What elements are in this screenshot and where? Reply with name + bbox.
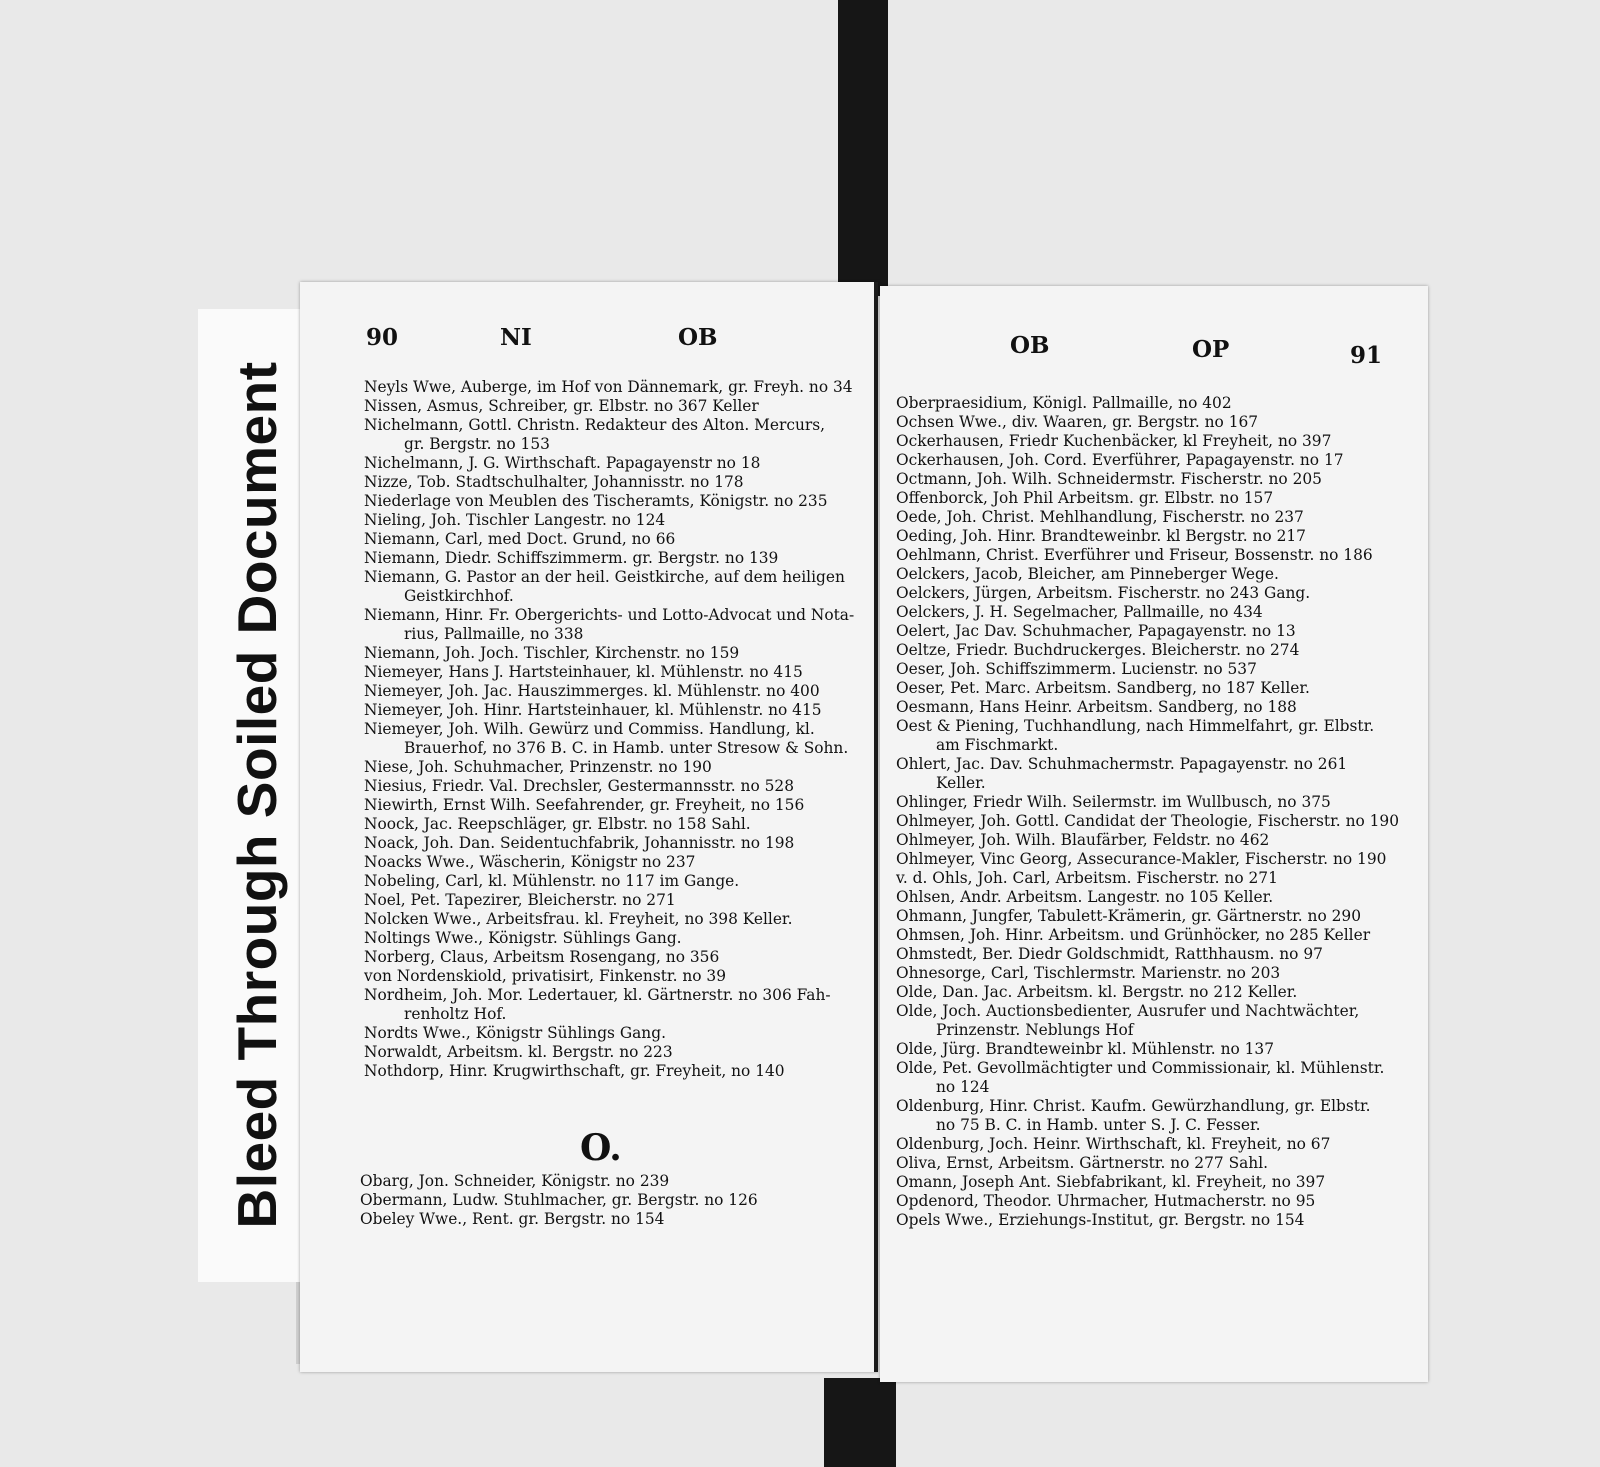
- right-header-center: OP: [1192, 336, 1230, 363]
- directory-entry: Niemeyer, Joh. Jac. Hauszimmerges. kl. Mühlenstr. no 400: [364, 682, 820, 700]
- directory-entry: Prinzenstr. Neblungs Hof: [936, 1021, 1134, 1039]
- directory-entry: Niesius, Friedr. Val. Drechsler, Gestermannsstr. no 528: [364, 777, 795, 795]
- directory-entry: Oelckers, Jürgen, Arbeitsm. Fischerstr. no 243 Gang.: [896, 584, 1311, 602]
- left-header-center: NI: [500, 324, 532, 351]
- directory-entry: Oldenburg, Hinr. Christ. Kaufm. Gewürzhandlung, gr. Elbstr.: [896, 1097, 1371, 1115]
- directory-entry: Olde, Jürg. Brandteweinbr kl. Mühlenstr. no 137: [896, 1040, 1275, 1058]
- directory-entry: Obeley Wwe., Rent. gr. Bergstr. no 154: [360, 1210, 665, 1228]
- directory-entry: Niewirth, Ernst Wilh. Seefahrender, gr. Freyheit, no 156: [364, 796, 805, 814]
- directory-entry: Olde, Joch. Auctionsbedienter, Ausrufer und Nachtwächter,: [896, 1002, 1360, 1020]
- directory-entry: Norberg, Claus, Arbeitsm Rosengang, no 356: [364, 948, 720, 966]
- directory-entry: rius, Pallmaille, no 338: [404, 625, 584, 643]
- directory-entry: Niemann, Carl, med Doct. Grund, no 66: [364, 530, 676, 548]
- left-entries-list: [364, 378, 854, 1081]
- right-entries-list: [896, 394, 1399, 1230]
- directory-entry: Ockerhausen, Friedr Kuchenbäcker, kl Freyheit, no 397: [896, 432, 1332, 450]
- directory-entry: Keller.: [936, 774, 986, 792]
- directory-entry: Obermann, Ludw. Stuhlmacher, gr. Bergstr. no 126: [360, 1191, 758, 1209]
- directory-entry: Nichelmann, Gottl. Christn. Redakteur des Alton. Mercurs,: [364, 416, 826, 434]
- directory-entry: Oberpraesidium, Königl. Pallmaille, no 402: [896, 394, 1232, 412]
- directory-entry: Noock, Jac. Reepschläger, gr. Elbstr. no 158 Sahl.: [364, 815, 751, 833]
- directory-entry: Obarg, Jon. Schneider, Königstr. no 239: [360, 1172, 670, 1190]
- directory-entry: Ohmann, Jungfer, Tabulett-Krämerin, gr. Gärtnerstr. no 290: [896, 907, 1361, 925]
- directory-entry: Noack, Joh. Dan. Seidentuchfabrik, Johannisstr. no 198: [364, 834, 795, 852]
- directory-entry: Oehlmann, Christ. Everführer und Friseur, Bossenstr. no 186: [896, 546, 1373, 564]
- side-label-panel: [198, 309, 316, 1282]
- directory-entry: Offenborck, Joh Phil Arbeitsm. gr. Elbstr. no 157: [896, 489, 1274, 507]
- directory-entry: Ockerhausen, Joh. Cord. Everführer, Papagayenstr. no 17: [896, 451, 1344, 469]
- directory-entry: Oeser, Joh. Schiffszimmerm. Lucienstr. no 537: [896, 660, 1257, 678]
- directory-entry: Oest & Piening, Tuchhandlung, nach Himmelfahrt, gr. Elbstr.: [896, 717, 1375, 735]
- directory-entry: Niederlage von Meublen des Tischeramts, Königstr. no 235: [364, 492, 828, 510]
- directory-entry: Geistkirchhof.: [404, 587, 514, 605]
- directory-entry: Omann, Joseph Ant. Siebfabrikant, kl. Freyheit, no 397: [896, 1173, 1326, 1191]
- directory-entry: Niemeyer, Hans J. Hartsteinhauer, kl. Mühlenstr. no 415: [364, 663, 803, 681]
- directory-entry: Ohmsen, Joh. Hinr. Arbeitsm. und Grünhöcker, no 285 Keller: [896, 926, 1371, 944]
- directory-entry: Nordts Wwe., Königstr Sühlings Gang.: [364, 1024, 666, 1042]
- directory-entry: renholtz Hof.: [404, 1005, 507, 1023]
- right-page-number: 91: [1350, 342, 1383, 369]
- left-page-number: 90: [366, 324, 399, 351]
- directory-entry: Niemeyer, Joh. Hinr. Hartsteinhauer, kl. Mühlenstr. no 415: [364, 701, 822, 719]
- directory-entry: Oesmann, Hans Heinr. Arbeitsm. Sandberg, no 188: [896, 698, 1297, 716]
- directory-entry: Oliva, Ernst, Arbeitsm. Gärtnerstr. no 277 Sahl.: [896, 1154, 1269, 1172]
- directory-entry: Niese, Joh. Schuhmacher, Prinzenstr. no 190: [364, 758, 712, 776]
- directory-entry: Oede, Joh. Christ. Mehlhandlung, Fischerstr. no 237: [896, 508, 1304, 526]
- directory-entry: Ohnesorge, Carl, Tischlermstr. Marienstr. no 203: [896, 964, 1281, 982]
- directory-entry: Ohlmeyer, Joh. Wilh. Blaufärber, Feldstr. no 462: [896, 831, 1270, 849]
- directory-entry: Oelert, Jac Dav. Schuhmacher, Papagayenstr. no 13: [896, 622, 1296, 640]
- directory-entry: Ohlsen, Andr. Arbeitsm. Langestr. no 105 Keller.: [896, 888, 1274, 906]
- directory-entry: Olde, Dan. Jac. Arbeitsm. kl. Bergstr. no 212 Keller.: [896, 983, 1298, 1001]
- right-page: [880, 286, 1428, 1382]
- directory-entry: v. d. Ohls, Joh. Carl, Arbeitsm. Fischerstr. no 271: [896, 869, 1278, 887]
- directory-entry: von Nordenskiold, privatisirt, Finkenstr. no 39: [364, 967, 727, 985]
- directory-entry: Ohmstedt, Ber. Diedr Goldschmidt, Ratthhausm. no 97: [896, 945, 1323, 963]
- directory-entry: no 75 B. C. in Hamb. unter S. J. C. Fesser.: [936, 1116, 1261, 1134]
- directory-entry: Norwaldt, Arbeitsm. kl. Bergstr. no 223: [364, 1043, 673, 1061]
- directory-entry: Oelckers, J. H. Segelmacher, Pallmaille, no 434: [896, 603, 1263, 621]
- right-header-left: OB: [1010, 332, 1050, 359]
- directory-entry: Nolcken Wwe., Arbeitsfrau. kl. Freyheit, no 398 Keller.: [364, 910, 793, 928]
- directory-entry: Nordheim, Joh. Mor. Ledertauer, kl. Gärtnerstr. no 306 Fah-: [364, 986, 831, 1004]
- directory-entry: Noltings Wwe., Königstr. Sühlings Gang.: [364, 929, 682, 947]
- directory-entry: Oeding, Joh. Hinr. Brandteweinbr. kl Bergstr. no 217: [896, 527, 1306, 545]
- directory-entry: Niemann, Joh. Joch. Tischler, Kirchenstr. no 159: [364, 644, 740, 662]
- directory-entry: gr. Bergstr. no 153: [404, 435, 550, 453]
- left-page: [300, 282, 878, 1372]
- directory-entry: Niemann, Diedr. Schiffszimmerm. gr. Bergstr. no 139: [364, 549, 779, 567]
- directory-entry: Brauerhof, no 376 B. C. in Hamb. unter Stresow & Sohn.: [404, 739, 849, 757]
- directory-entry: Niemeyer, Joh. Wilh. Gewürz und Commiss. Handlung, kl.: [364, 720, 815, 738]
- directory-entry: Ohlinger, Friedr Wilh. Seilermstr. im Wullbusch, no 375: [896, 793, 1331, 811]
- directory-entry: Nieling, Joh. Tischler Langestr. no 124: [364, 511, 666, 529]
- side-label-text: Bleed Through Soiled Document: [226, 361, 288, 1229]
- left-header-right: OB: [678, 324, 718, 351]
- directory-entry: Niemann, G. Pastor an der heil. Geistkirche, auf dem heiligen: [364, 568, 845, 586]
- directory-entry: Opdenord, Theodor. Uhrmacher, Hutmacherstr. no 95: [896, 1192, 1316, 1210]
- left-o-entries-list: [360, 1172, 758, 1229]
- directory-entry: Octmann, Joh. Wilh. Schneidermstr. Fischerstr. no 205: [896, 470, 1322, 488]
- directory-entry: Niemann, Hinr. Fr. Obergerichts- und Lotto-Advocat und Nota-: [364, 606, 855, 624]
- section-heading: O.: [580, 1127, 622, 1169]
- directory-entry: Oeltze, Friedr. Buchdruckerges. Bleicherstr. no 274: [896, 641, 1300, 659]
- directory-entry: Neyls Wwe, Auberge, im Hof von Dännemark, gr. Freyh. no 34: [364, 378, 853, 396]
- directory-entry: Noel, Pet. Tapezirer, Bleicherstr. no 271: [364, 891, 676, 909]
- directory-entry: Nichelmann, J. G. Wirthschaft. Papagayenstr no 18: [364, 454, 761, 472]
- directory-entry: Nizze, Tob. Stadtschulhalter, Johannisstr. no 178: [364, 473, 744, 491]
- directory-entry: Noacks Wwe., Wäscherin, Königstr no 237: [364, 853, 696, 871]
- directory-entry: Nissen, Asmus, Schreiber, gr. Elbstr. no 367 Keller: [364, 397, 759, 415]
- directory-entry: Ohlert, Jac. Dav. Schuhmachermstr. Papagayenstr. no 261: [896, 755, 1348, 773]
- directory-entry: Oelckers, Jacob, Bleicher, am Pinneberger Wege.: [896, 565, 1279, 583]
- directory-entry: no 124: [936, 1078, 990, 1096]
- directory-entry: Ochsen Wwe., div. Waaren, gr. Bergstr. no 167: [896, 413, 1259, 431]
- directory-entry: Nobeling, Carl, kl. Mühlenstr. no 117 im Gange.: [364, 872, 740, 890]
- directory-entry: Ohlmeyer, Joh. Gottl. Candidat der Theologie, Fischerstr. no 190: [896, 812, 1400, 830]
- directory-entry: Olde, Pet. Gevollmächtigter und Commissionair, kl. Mühlenstr.: [896, 1059, 1385, 1077]
- directory-entry: Oeser, Pet. Marc. Arbeitsm. Sandberg, no 187 Keller.: [896, 679, 1310, 697]
- directory-entry: Opels Wwe., Erziehungs-Institut, gr. Bergstr. no 154: [896, 1211, 1305, 1229]
- binding-strip-bottom: [824, 1378, 896, 1467]
- directory-entry: Ohlmeyer, Vinc Georg, Assecurance-Makler, Fischerstr. no 190: [896, 850, 1387, 868]
- directory-entry: am Fischmarkt.: [936, 736, 1059, 754]
- binding-strip-top: [838, 0, 888, 296]
- directory-entry: Nothdorp, Hinr. Krugwirthschaft, gr. Freyheit, no 140: [364, 1062, 785, 1080]
- directory-entry: Oldenburg, Joch. Heinr. Wirthschaft, kl. Freyheit, no 67: [896, 1135, 1331, 1153]
